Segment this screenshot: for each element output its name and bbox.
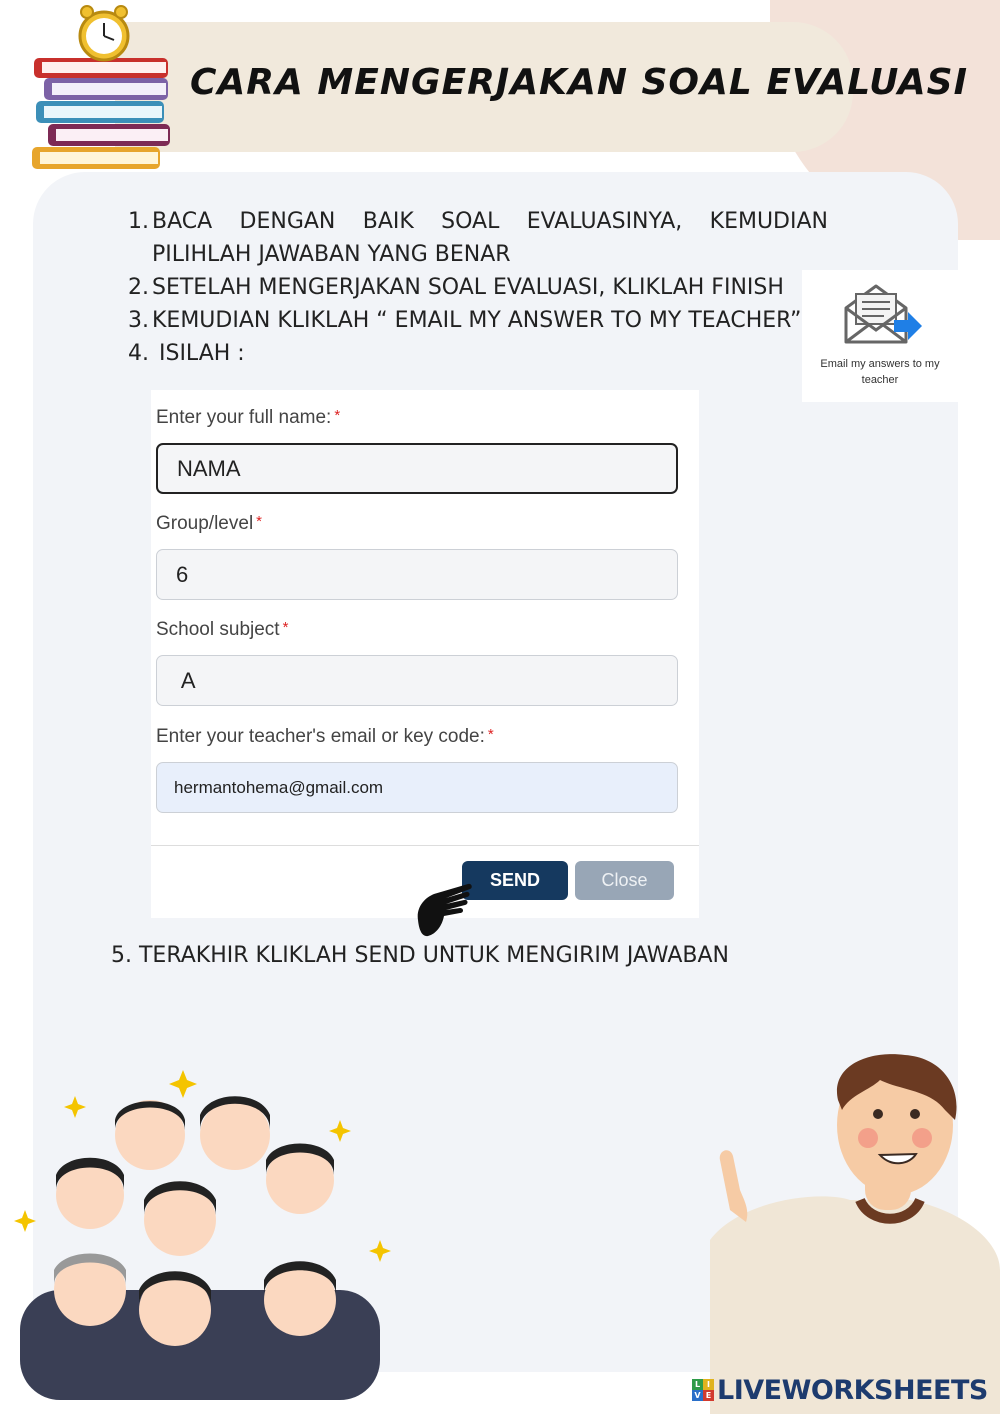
email-form-dialog — [151, 390, 699, 918]
step-number: 1. — [128, 209, 149, 234]
required-marker: * — [282, 619, 289, 636]
logo-letter: V — [692, 1390, 703, 1401]
group-level-label — [156, 513, 262, 535]
step-number: 3. — [128, 308, 149, 333]
step-number: 4. — [128, 341, 149, 366]
teacher-pointing-illustration — [700, 1050, 1000, 1414]
books-clock-illustration — [30, 2, 175, 177]
logo-letter: I — [703, 1379, 714, 1390]
group-level-label-text: Group/level — [156, 513, 254, 534]
email-answers-button[interactable] — [802, 270, 958, 402]
liveworksheets-logo — [692, 1379, 714, 1401]
teacher-email-input[interactable] — [156, 762, 678, 813]
form-divider — [151, 845, 699, 846]
school-subject-input[interactable] — [156, 655, 678, 706]
group-level-input[interactable] — [156, 549, 678, 600]
full-name-label-text: Enter your full name: — [156, 407, 332, 428]
liveworksheets-watermark — [692, 1372, 988, 1408]
final-instruction: 5. TERAKHIR KLIKLAH SEND UNTUK MENGIRIM JAWABAN — [111, 943, 729, 968]
liveworksheets-text: LIVEWORKSHEETS — [717, 1374, 988, 1406]
email-card-label: Email my answers to my teacher — [820, 358, 940, 386]
email-send-icon — [840, 282, 924, 348]
pointing-hand-icon — [410, 880, 475, 945]
required-marker: * — [256, 513, 263, 530]
teacher-email-label-text: Enter your teacher's email or key code: — [156, 726, 485, 747]
full-name-input[interactable] — [156, 443, 678, 494]
step-item — [128, 304, 828, 337]
step-text: KEMUDIAN KLIKLAH “ EMAIL MY ANSWER TO MY TEACHER” — [152, 308, 802, 333]
school-subject-value: A — [176, 667, 196, 693]
step-number: 2. — [128, 275, 149, 300]
full-name-value: NAMA — [177, 455, 241, 481]
required-marker: * — [487, 726, 494, 743]
school-subject-label-text: School subject — [156, 619, 280, 640]
send-button[interactable]: SEND — [462, 861, 568, 900]
logo-letter: E — [703, 1390, 714, 1401]
step-item — [128, 271, 828, 304]
step-text: ISILAH : — [152, 341, 245, 366]
teacher-email-value: hermantohema@gmail.com — [174, 777, 384, 797]
group-level-value: 6 — [176, 561, 189, 587]
step-text: BACA DENGAN BAIK SOAL EVALUASINYA, KEMUDIAN PILIHLAH JAWABAN YANG BENAR — [152, 209, 828, 267]
step-text: SETELAH MENGERJAKAN SOAL EVALUASI, KLIKLAH FINISH — [152, 275, 784, 300]
instruction-list — [128, 205, 828, 370]
school-subject-label — [156, 619, 288, 641]
teacher-email-label — [156, 726, 494, 748]
logo-letter: L — [692, 1379, 703, 1390]
step-item — [128, 337, 828, 370]
required-marker: * — [334, 407, 341, 424]
full-name-label — [156, 407, 340, 429]
page-title: CARA MENGERJAKAN SOAL EVALUASI — [190, 62, 968, 103]
step-item — [128, 205, 828, 271]
close-button[interactable]: Close — [575, 861, 674, 900]
cheering-people-illustration — [0, 1060, 400, 1400]
